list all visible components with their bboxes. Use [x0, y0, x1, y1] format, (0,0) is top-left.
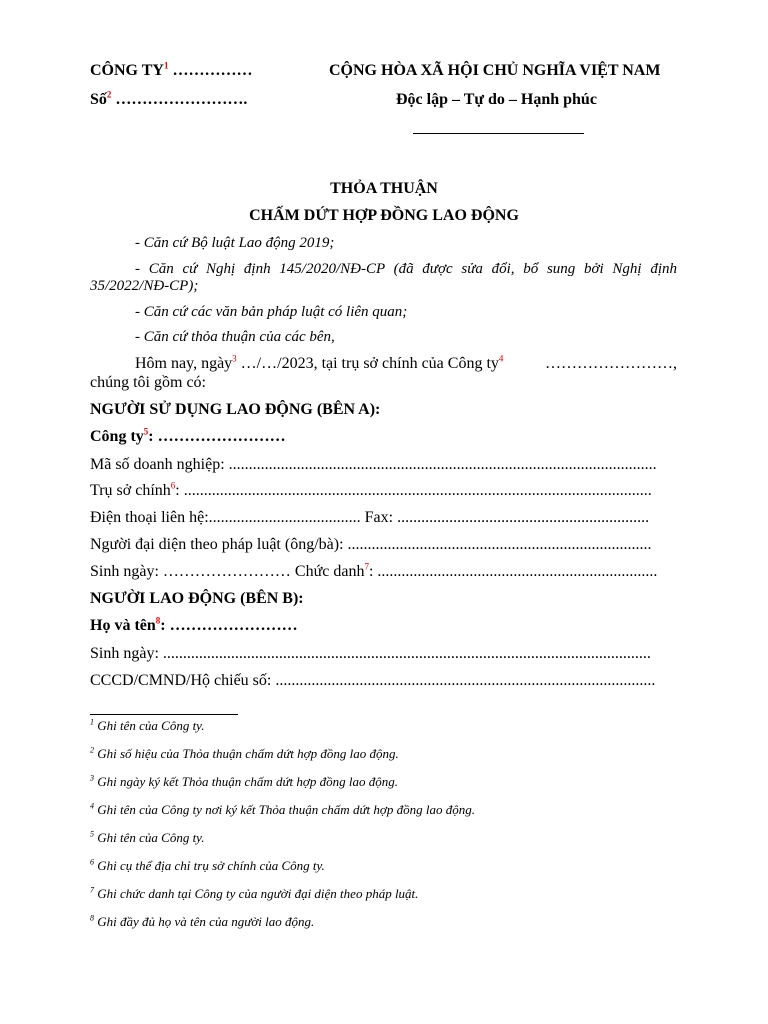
footnote-ref: 1 — [163, 60, 169, 71]
motto-underline — [413, 133, 584, 134]
party-b-name: Họ và tên$^8$: …………………… — [90, 615, 298, 634]
footnote: $^3$ Ghi ngày ký kết Thỏa thuận chấm dứt hợp đồng lao động. — [90, 773, 398, 789]
party-b-dob: Sinh ngày: .......................................................................................................................... — [90, 645, 651, 662]
legal-basis-item: - Căn cứ Bộ luật Lao động 2019; — [135, 235, 335, 251]
footnote-ref: 3 — [232, 353, 237, 364]
doc-subtitle: CHẤM DỨT HỢP ĐỒNG LAO ĐỘNG — [249, 207, 519, 224]
footnote-ref: 7 — [364, 561, 369, 572]
footnote: $^2$ Ghi số hiệu của Thỏa thuận chấm dứt hợp đồng lao động. — [90, 745, 399, 761]
footnote: $^6$ Ghi cụ thể địa chỉ trụ sở chính của Công ty. — [90, 857, 325, 873]
party-a-company: Công $ty^5$: …………………… — [90, 426, 286, 445]
footnote-ref: 5 — [143, 426, 149, 437]
party-b-id: CCCD/CMND/Hộ chiếu số: ............................................................................................... — [90, 672, 656, 689]
party-a-tax-code: Mã số doanh nghiệp: ........................................................................................................... — [90, 456, 657, 473]
footnote-ref: 8 — [155, 615, 161, 626]
footnote: $^1$ Ghi tên của Công ty. — [90, 717, 205, 733]
legal-basis-item: - Căn cứ thỏa thuận của các bên, — [135, 329, 335, 345]
footnote-separator — [90, 714, 238, 715]
footnote: $^7$ Ghi chức danh tại Công ty của người đại diện theo pháp luật. — [90, 885, 419, 901]
company-header: CÔNG $TY^1$ …………… — [90, 60, 253, 79]
national-title: CỘNG HÒA XÃ HỘI CHỦ NGHĨA VIỆT NAM — [329, 62, 661, 79]
legal-basis-item: - Căn cứ Nghị định 145/2020/NĐ-CP (đã được sửa đổi, bổ sung bởi Nghị định — [135, 261, 677, 277]
legal-basis-item: - Căn cứ các văn bản pháp luật có liên quan; — [135, 304, 408, 320]
party-a-representative: Người đại diện theo pháp luật (ông/bà): ............................................................................ — [90, 536, 652, 553]
footnote-ref: 6 — [170, 480, 176, 491]
footnote-ref: 2 — [106, 89, 112, 100]
legal-basis-item: 35/2022/NĐ-CP); — [90, 278, 199, 294]
intro-line-2: chúng tôi gồm có: — [90, 374, 206, 391]
intro-line: Hôm nay, ngày$^3$ …/…/2023, tại trụ sở chính của Công $ty^4$ ……………………, — [135, 353, 677, 372]
party-a-headquarters: Trụ sở chính$^6$: ..................................................................................................................... — [90, 480, 652, 499]
party-a-phone-fax: Điện thoại liên hệ:...................................... Fax: ............................................................... — [90, 509, 650, 526]
footnote-ref: 4 — [498, 353, 504, 364]
party-a-dob-position: Sinh ngày: …………………… Chức danh$^7$: ...................................................................... — [90, 561, 658, 580]
footnote: $^5$ Ghi tên của Công ty. — [90, 829, 205, 845]
national-motto: Độc lập – Tự do – Hạnh phúc — [396, 91, 597, 108]
party-a-heading: NGƯỜI SỬ DỤNG LAO ĐỘNG (BÊN A): — [90, 401, 381, 418]
footnote: $^8$ Ghi đầy đủ họ và tên của người lao động. — [90, 913, 315, 929]
doc-title: THỎA THUẬN — [330, 180, 438, 197]
document-number: Số$^2$ ……………………. — [90, 89, 248, 108]
footnote: $^4$ Ghi tên của Công ty nơi ký kết Thỏa thuận chấm dứt hợp đồng lao động. — [90, 801, 475, 817]
party-b-heading: NGƯỜI LAO ĐỘNG (BÊN B): — [90, 590, 304, 607]
